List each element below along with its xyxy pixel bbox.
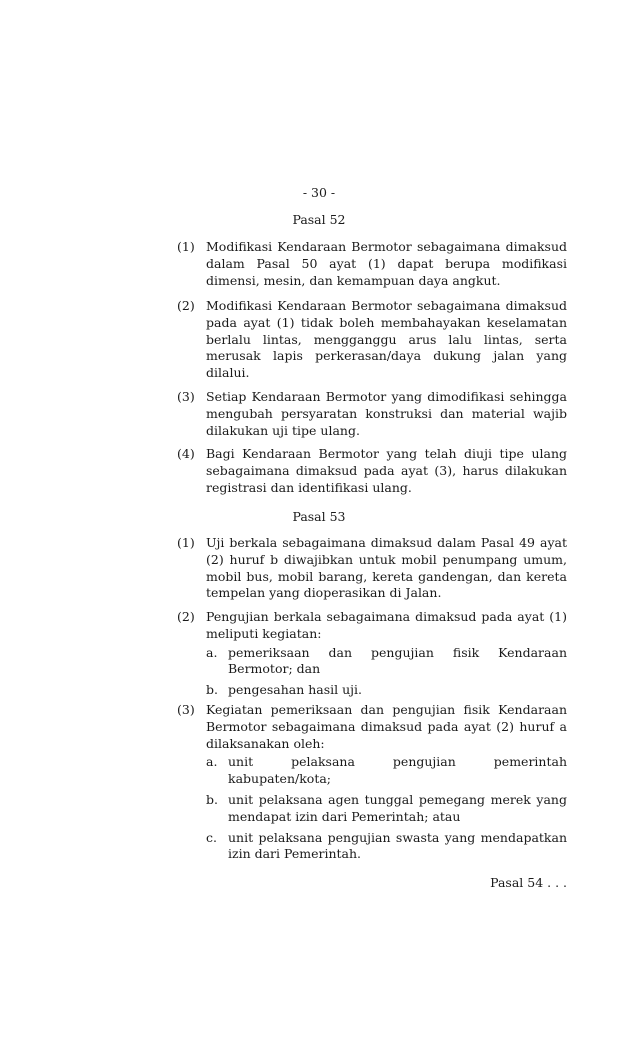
pasal-52-item-3 xyxy=(177,389,567,439)
item-number: (2) xyxy=(177,609,195,624)
sub-text: unit pelaksana pengujian swasta yang mendapatkan izin dari Pemerintah. xyxy=(228,829,567,862)
pasal-53-item-2 xyxy=(177,609,567,699)
item-text: Modifikasi Kendaraan Bermotor sebagaimana dimaksud dalam Pasal 50 ayat (1) dapat berupa modifikasi dimensi, mesin, dan kemampuan daya angkut. xyxy=(206,239,567,288)
sub-letter: b. xyxy=(206,791,218,807)
sub-text: pengesahan hasil uji. xyxy=(228,682,363,698)
sub-item-b xyxy=(206,792,567,826)
pasal-52-item-4 xyxy=(177,446,567,496)
sub-item-c xyxy=(206,830,567,864)
item-number: (3) xyxy=(177,389,195,404)
item-text: Kegiatan pemeriksaan dan pengujian fisik Kendaraan Bermotor sebagaimana dimaksud pada ayat (2) huruf a dilaksanakan oleh: xyxy=(206,702,567,751)
sub-text: unit pelaksana agen tunggal pemegang merek yang mendapat izin dari Pemerintah; atau xyxy=(228,791,567,824)
pasal-53-item-1 xyxy=(177,535,567,602)
sub-item-a xyxy=(206,754,567,788)
next-page-catchword: Pasal 54 . . . xyxy=(490,875,567,890)
item-number: (1) xyxy=(177,535,195,550)
item-text: Uji berkala sebagaimana dimaksud dalam Pasal 49 ayat (2) huruf b diwajibkan untuk mobil penumpang umum, mobil bus, mobil barang, kereta gandengan, dan kereta tempelan yang dioperasikan di Jalan. xyxy=(206,535,567,601)
item-number: (3) xyxy=(177,702,195,717)
page-number: - 30 - xyxy=(302,185,336,200)
sub-item-b xyxy=(206,682,567,699)
sub-letter: b. xyxy=(206,682,218,698)
item-text: Bagi Kendaraan Bermotor yang telah diuji tipe ulang sebagaimana dimaksud pada ayat (3), harus dilakukan registrasi dan identifikasi ulang. xyxy=(206,446,567,495)
pasal-53-title: Pasal 53 xyxy=(292,509,346,524)
sub-letter: c. xyxy=(206,829,217,845)
pasal-52-title: Pasal 52 xyxy=(292,212,346,227)
item-number: (2) xyxy=(177,298,195,313)
pasal-52-item-1 xyxy=(177,239,567,289)
sub-letter: a. xyxy=(206,754,218,770)
pasal-52-item-2 xyxy=(177,298,567,382)
sub-text: unit pelaksana pengujian pemerintah kabupaten/kota; xyxy=(228,754,567,787)
item-text: Setiap Kendaraan Bermotor yang dimodifikasi sehingga mengubah persyaratan konstruksi dan material wajib dilakukan uji tipe ulang. xyxy=(206,389,567,438)
item-text: Pengujian berkala sebagaimana dimaksud pada ayat (1) meliputi kegiatan: xyxy=(206,609,567,641)
pasal-53-item-3 xyxy=(177,702,567,863)
sub-item-a xyxy=(206,645,567,679)
item-number: (4) xyxy=(177,446,195,461)
sub-text: pemeriksaan dan pengujian fisik Kendaraan Bermotor; dan xyxy=(228,644,567,677)
sub-letter: a. xyxy=(206,644,218,660)
item-number: (1) xyxy=(177,239,195,254)
item-text: Modifikasi Kendaraan Bermotor sebagaimana dimaksud pada ayat (1) tidak boleh membahayakan keselamatan berlalu lintas, mengganggu arus lalu lintas, serta merusak lapis perkerasan/daya dukung jalan yang dilalui. xyxy=(206,298,567,381)
